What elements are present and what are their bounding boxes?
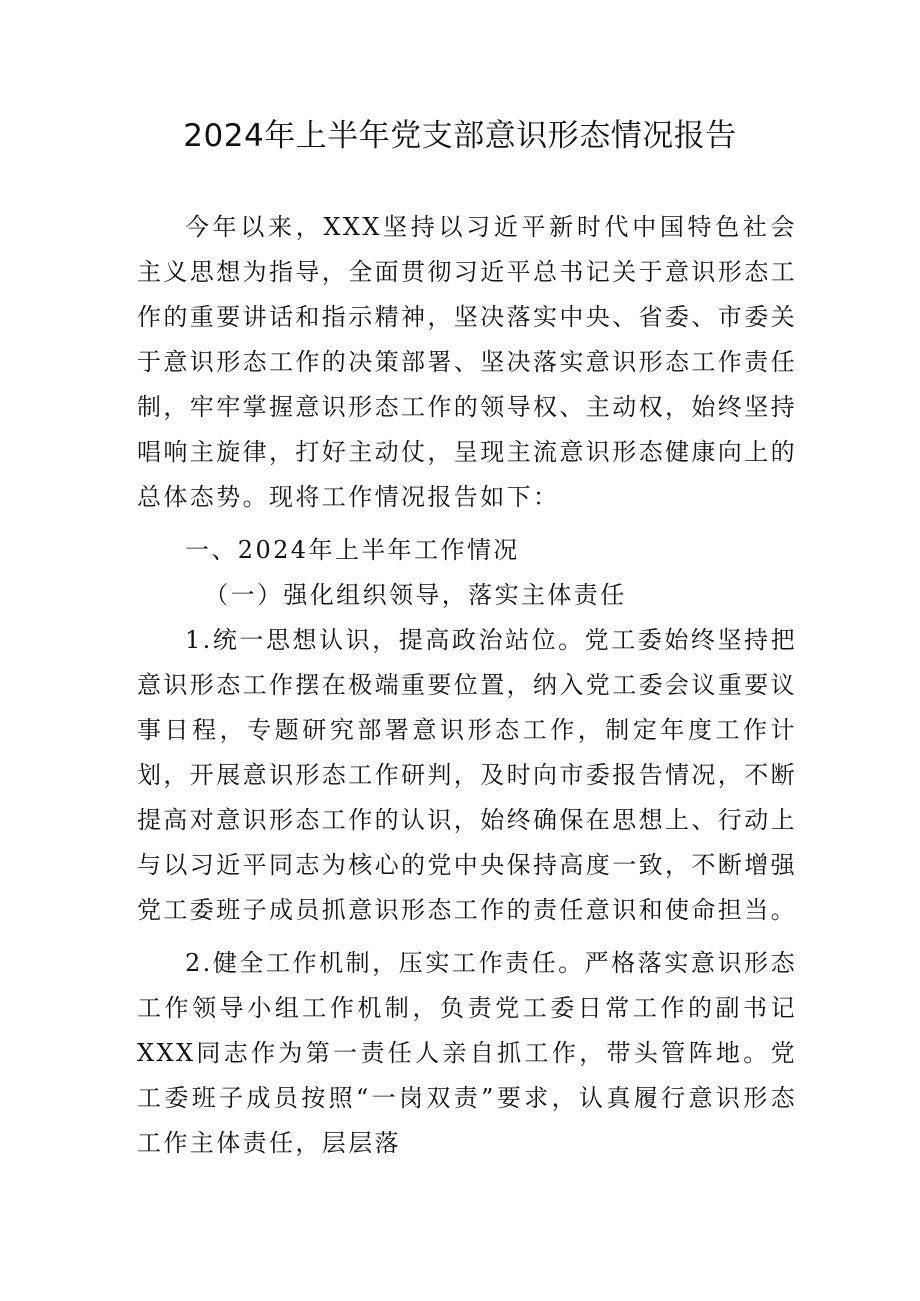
document-title: 2024年上半年党支部意识形态情况报告	[183, 118, 737, 154]
item-paragraph-1: 1.统一思想认识，提高政治站位。党工委始终坚持把意识形态工作摆在极端重要位置，纳入党工委会议重要议事日程，专题研究部署意识形态工作，制定年度工作计划，开展意识形态工作研判，及时向市委报告情况，不断提高对意识形态工作的认识，始终确保在思想上、行动上与以习近平同志为核心的党中央保持高度一致，不断增强党工委班子成员抓意识形态工作的责任意识和使命担当。	[137, 626, 797, 924]
intro-paragraph: 今年以来，XXX坚持以习近平新时代中国特色社会主义思想为指导，全面贯彻习近平总书记关于意识形态工作的重要讲话和指示精神，坚决落实中央、省委、市委关于意识形态工作的决策部署、坚决落实意识形态工作责任制，牢牢掌握意识形态工作的领导权、主动权，始终坚持唱响主旋律，打好主动仗，呈现主流意识形态健康向上的总体态势。现将工作情况报告如下：	[137, 213, 797, 511]
subsection-heading-1: （一）强化组织领导，落实主体责任	[204, 581, 627, 609]
section-heading-1: 一、2024年上半年工作情况	[185, 536, 520, 564]
document-body	[137, 205, 797, 1166]
item-paragraph-2: 2.健全工作机制，压实工作责任。严格落实意识形态工作领导小组工作机制，负责党工委日常工作的副书记XXX同志作为第一责任人亲自抓工作，带头管阵地。党工委班子成员按照“一岗双责”要求，认真履行意识形态工作主体责任，层层落	[137, 949, 797, 1157]
